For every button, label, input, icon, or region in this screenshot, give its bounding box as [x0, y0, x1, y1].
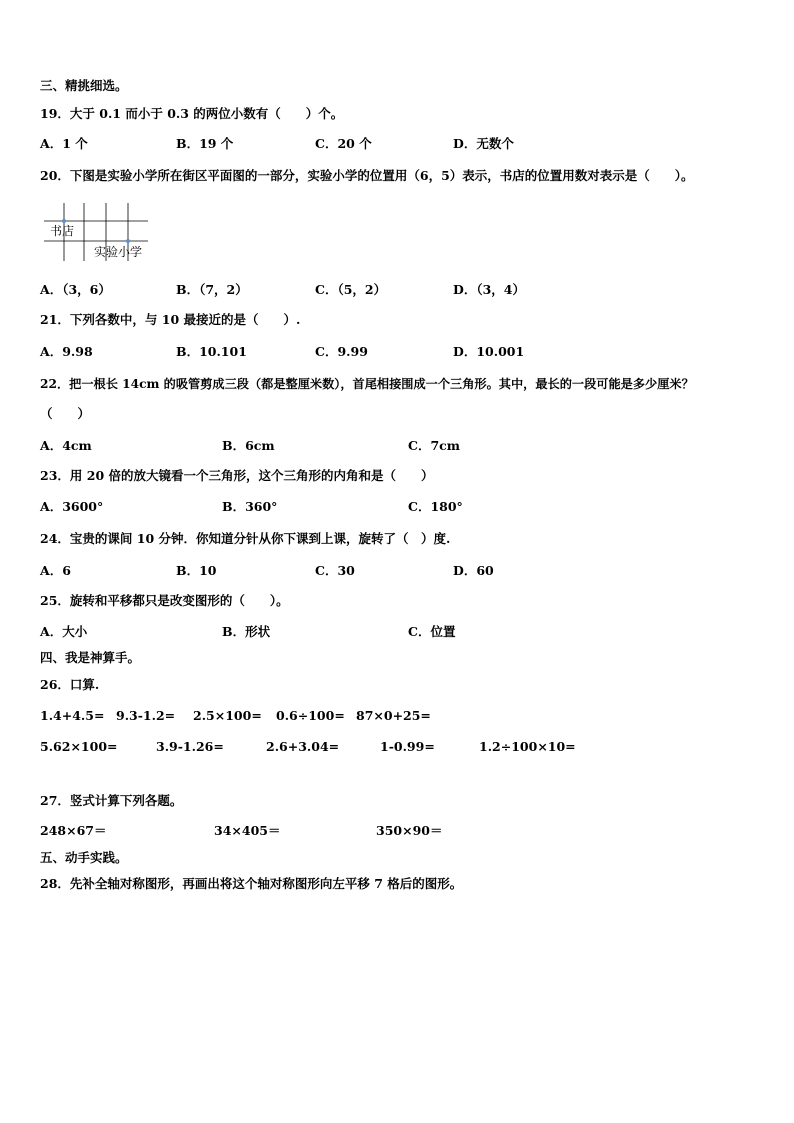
calc-item: 0.6÷100=: [276, 708, 345, 723]
calc-item: 2.5×100=: [193, 708, 262, 723]
question-25-stem: 25．旋转和平移都只是改变图形的（ ）。: [40, 593, 289, 608]
question-22-stem: 22．把一根长 14cm 的吸管剪成三段（都是整厘米数），首尾相接围成一个三角形。其中，最长的一段可能是多少厘米？: [40, 377, 694, 391]
q19-option-b: B．19 个: [176, 136, 234, 151]
question-26-stem: 26．口算.: [40, 677, 100, 692]
question-20-stem: 20．下图是实验小学所在街区平面图的一部分，实验小学的位置用（6，5）表示，书店的位置用数对表示是（ ）。: [40, 168, 694, 183]
q21-option-a: A．9.98: [40, 344, 93, 359]
q21-option-b: B．10.101: [176, 344, 247, 359]
q22-option-a: A．4cm: [40, 438, 92, 453]
calc-item: 2.6+3.04=: [266, 739, 340, 754]
calc-item: 5.62×100=: [40, 739, 118, 754]
street-map-figure: [44, 201, 164, 261]
calc-item: 3.9-1.26=: [156, 739, 224, 754]
q20-option-a: A．（3，6）: [40, 282, 111, 297]
q20-option-c: C．（5，2）: [315, 282, 387, 297]
q19-option-c: C．20 个: [315, 136, 372, 151]
calc-item: 1.4+4.5=: [40, 708, 105, 723]
calc-item: 1.2÷100×10=: [479, 739, 576, 754]
question-23-stem: 23．用 20 倍的放大镜看一个三角形，这个三角形的内角和是（ ）: [40, 468, 434, 483]
question-19-stem: 19．大于 0.1 而小于 0.3 的两位小数有（ ）个。: [40, 106, 344, 121]
q22-option-c: C．7cm: [408, 438, 460, 453]
q25-option-c: C．位置: [408, 624, 456, 639]
section-heading-3: 三、精挑细选。: [40, 78, 128, 93]
q20-option-b: B．（7，2）: [176, 282, 248, 297]
q25-option-b: B．形状: [222, 624, 271, 639]
section-heading-5: 五、动手实践。: [40, 850, 128, 865]
calc-item: 9.3-1.2=: [116, 708, 176, 723]
q19-option-d: D．无数个: [453, 136, 514, 151]
question-21-stem: 21．下列各数中，与 10 最接近的是（ ）.: [40, 312, 301, 327]
q24-option-a: A．6: [40, 563, 71, 578]
question-27-stem: 27．竖式计算下列各题。: [40, 793, 183, 808]
calc-item: 1-0.99=: [380, 739, 435, 754]
q21-option-c: C．9.99: [315, 344, 368, 359]
question-22-blank: （ ）: [40, 406, 91, 421]
q24-option-c: C．30: [315, 563, 355, 578]
section-heading-4: 四、我是神算手。: [40, 650, 141, 665]
question-24-stem: 24．宝贵的课间 10 分钟．你知道分针从你下课到上课，旋转了（ ）度.: [40, 531, 451, 546]
q23-option-c: C．180°: [408, 499, 463, 514]
vertical-calc-item: 34×405＝: [214, 823, 281, 838]
q23-option-b: B．360°: [222, 499, 278, 514]
q23-option-a: A．3600°: [40, 499, 104, 514]
calc-item: 87×0+25=: [356, 708, 431, 723]
q24-option-b: B．10: [176, 563, 217, 578]
q22-option-b: B．6cm: [222, 438, 275, 453]
q20-option-d: D．（3，4）: [453, 282, 525, 297]
vertical-calc-item: 248×67＝: [40, 823, 107, 838]
q24-option-d: D．60: [453, 563, 494, 578]
question-28-stem: 28．先补全轴对称图形，再画出将这个轴对称图形向左平移 7 格后的图形。: [40, 876, 463, 891]
q19-option-a: A．1 个: [40, 136, 88, 151]
q25-option-a: A．大小: [40, 624, 88, 639]
q21-option-d: D．10.001: [453, 344, 525, 359]
bookstore-label: 书店: [50, 224, 75, 238]
vertical-calc-item: 350×90＝: [376, 823, 443, 838]
school-label: 实验小学: [94, 245, 143, 259]
